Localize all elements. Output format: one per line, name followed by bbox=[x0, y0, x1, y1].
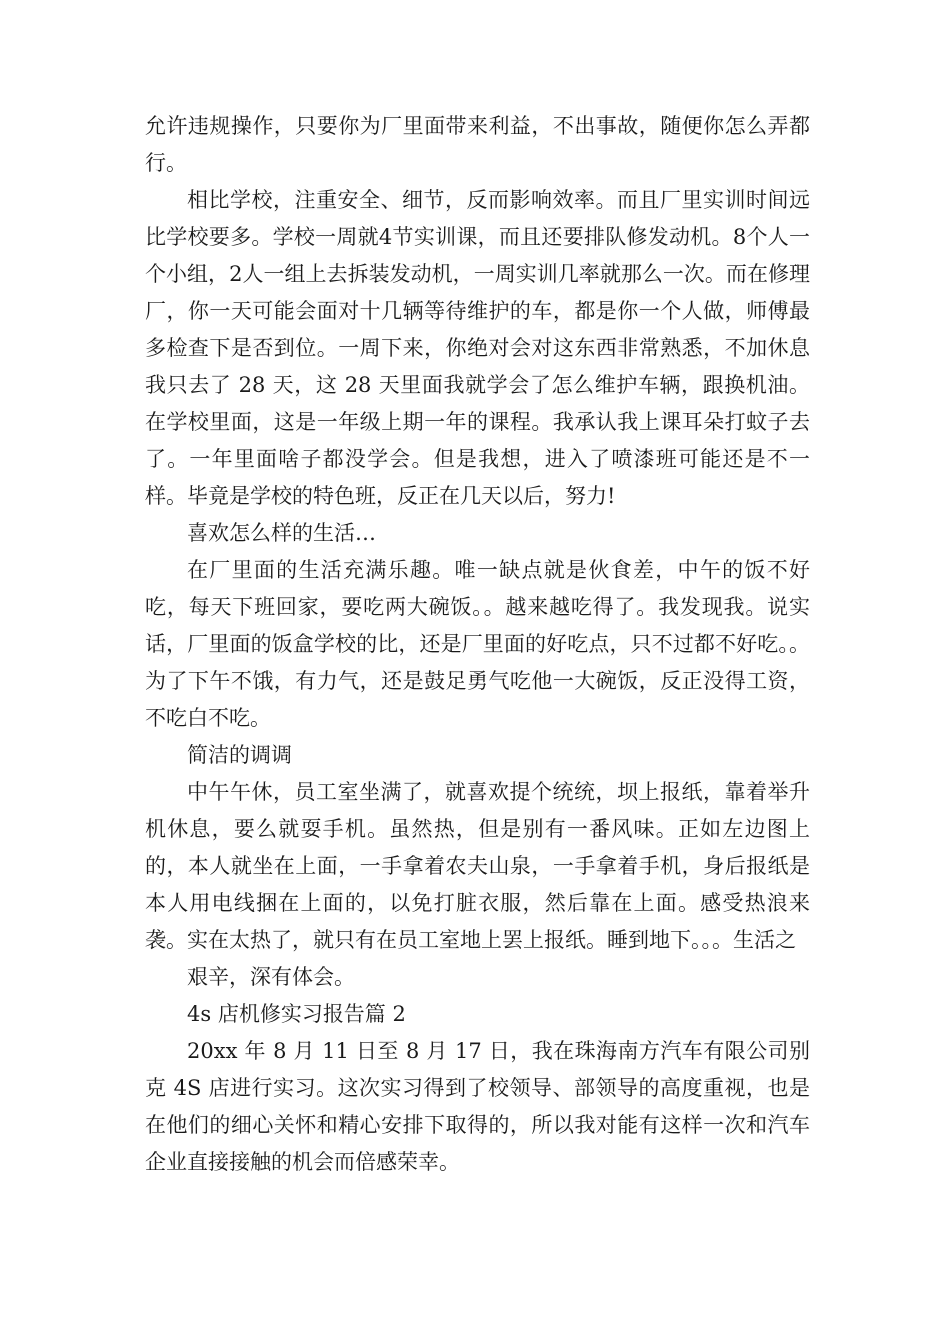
paragraph-2: 相比学校，注重安全、细节，反而影响效率。而且厂里实训时间远比学校要多。学校一周就4节实训课，而且还要排队修发动机。8个人一个小组，2人一组上去拆装发动机，一周实训几率就那么一次。而在修理厂，你一天可能会面对十几辆等待维护的车，都是你一个人做，师傅最多检查下是否到位。一周下来，你绝对会对这东西非常熟悉，不加休息我只去了 28 天，这 28 天里面我就学会了怎么维护车辆，跟换机油。在学校里面，这是一年级上期一年的课程。我承认我上课耳朵打蚊子去了。一年里面啥子都没学会。但是我想，进入了喷漆班可能还是不一样。毕竟是学校的特色班，反正在几天以后，努力! bbox=[145, 188, 810, 508]
paragraph-1: 允许违规操作，只要你为厂里面带来利益，不出事故，随便你怎么弄都行。 bbox=[145, 114, 810, 175]
paragraph-5: 艰辛，深有体会。 bbox=[187, 965, 355, 989]
section-heading-life: 喜欢怎么样的生活… bbox=[187, 521, 376, 545]
section-heading-simple: 简洁的调调 bbox=[187, 743, 292, 767]
paragraph-3: 在厂里面的生活充满乐趣。唯一缺点就是伙食差，中午的饭不好吃，每天下班回家，要吃两大碗饭。。越来越吃得了。我发现我。说实话，厂里面的饭盒学校的比，还是厂里面的好吃点，只不过都不好吃。。为了下午不饿，有力气，还是鼓足勇气吃他一大碗饭，反正没得工资，不吃白不吃。 bbox=[145, 558, 810, 730]
section-heading-report-2: 4s 店机修实习报告篇 2 bbox=[187, 1002, 406, 1026]
document-body bbox=[145, 108, 810, 1181]
paragraph-6: 20xx 年 8 月 11 日至 8 月 17 日，我在珠海南方汽车有限公司别克 4S 店进行实习。这次实习得到了校领导、部领导的高度重视，也是在他们的细心关怀和精心安排下取得的，所以我对能有这样一次和汽车企业直接接触的机会而倍感荣幸。 bbox=[145, 1039, 810, 1174]
paragraph-4: 中午午休，员工室坐满了，就喜欢提个统统，坝上报纸，靠着举升机休息，要么就耍手机。虽然热，但是别有一番风味。正如左边图上的，本人就坐在上面，一手拿着农夫山泉，一手拿着手机，身后报纸是本人用电线捆在上面的，以免打脏衣服，然后靠在上面。感受热浪来袭。实在太热了，就只有在员工室地上罢上报纸。睡到地下。。。生活之 bbox=[145, 780, 810, 952]
